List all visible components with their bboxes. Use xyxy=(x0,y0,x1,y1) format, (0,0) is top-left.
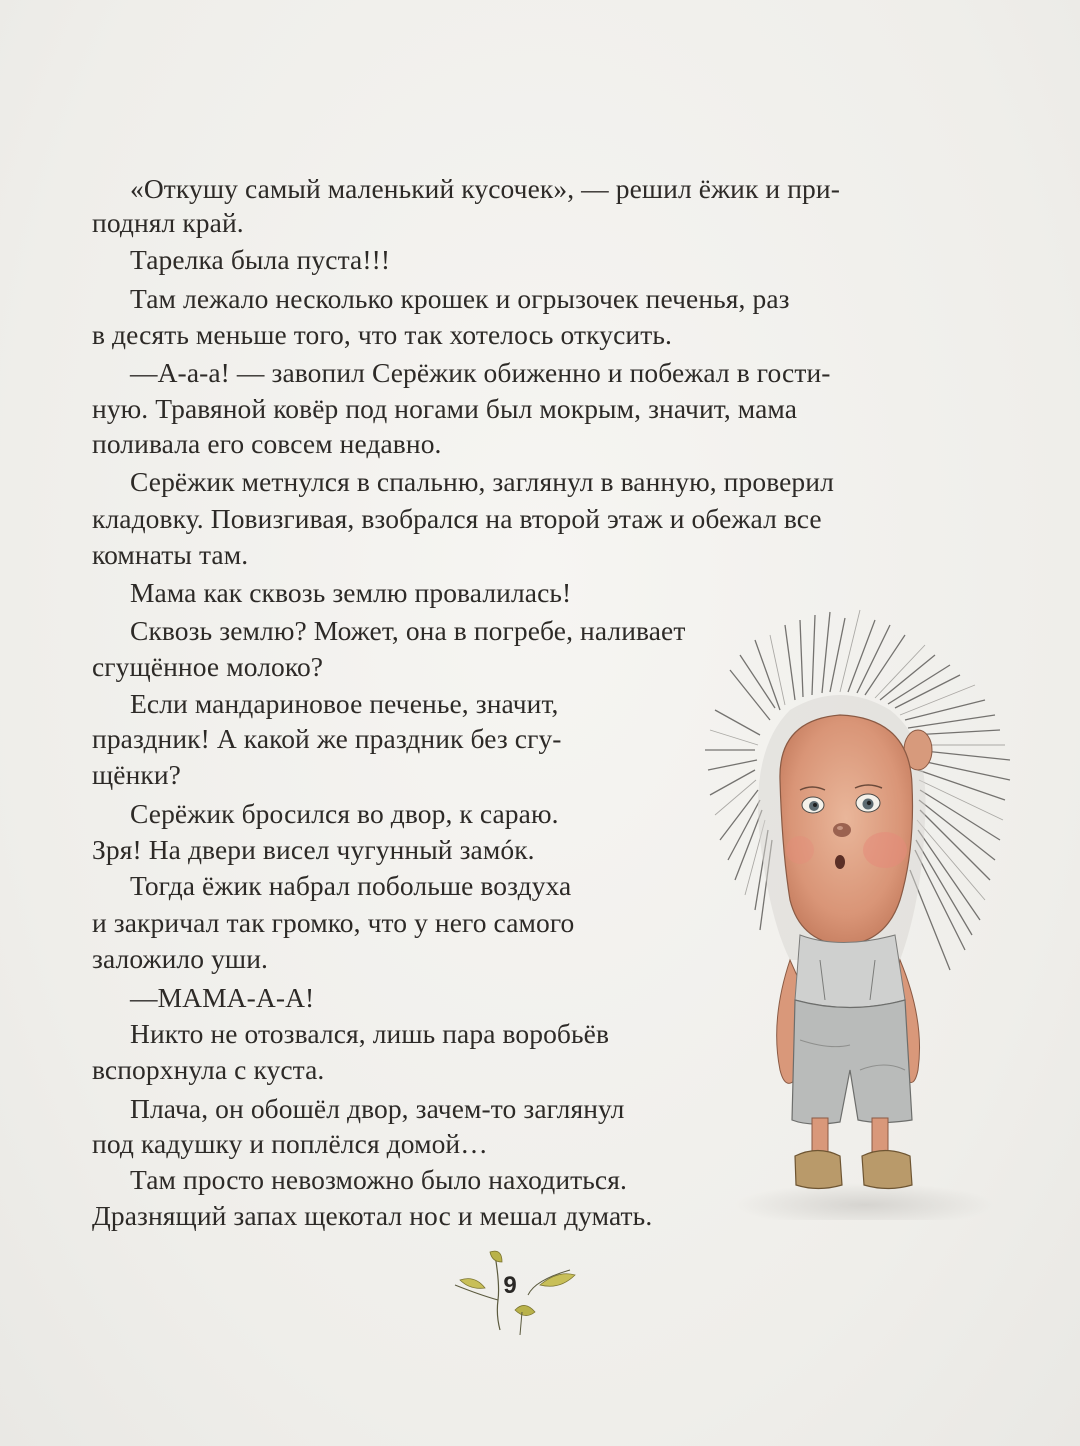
text-line: Тарелка была пуста!!! xyxy=(130,244,391,275)
text-line: Серёжик метнулся в спальню, заглянул в ванную, проверил xyxy=(130,466,834,497)
text-line: «Откушу самый маленький кусочек», — решил ёжик и при- xyxy=(130,173,840,204)
text-line: кладовку. Повизгивая, взобрался на второй этаж и обежал все xyxy=(92,503,822,534)
text-line: Зря! На двери висел чугунный замóк. xyxy=(92,834,535,865)
text-line: Плача, он обошёл двор, зачем-то заглянул xyxy=(130,1093,625,1124)
text-line: под кадушку и поплёлся домой… xyxy=(92,1128,488,1159)
text-line: Тогда ёжик набрал побольше воздуха xyxy=(130,870,572,901)
text-line: щёнки? xyxy=(92,759,181,790)
text-line: комнаты там. xyxy=(92,539,249,570)
text-line: заложило уши. xyxy=(92,943,268,974)
text-line: Мама как сквозь землю провалилась! xyxy=(130,577,572,608)
text-line: Дразнящий запах щекотал нос и мешал думать. xyxy=(92,1200,653,1231)
text-line: —А-а-а! — завопил Серёжик обиженно и побежал в гости- xyxy=(130,357,831,388)
text-line: —МАМА-А-А! xyxy=(130,982,315,1013)
text-line: сгущённое молоко? xyxy=(92,651,324,682)
text-line: Серёжик бросился во двор, к сараю. xyxy=(130,798,559,829)
text-line: ную. Травяной ковёр под ногами был мокрым, значит, мама xyxy=(92,393,798,424)
text-line: Никто не отозвался, лишь пара воробьёв xyxy=(130,1018,610,1049)
text-line: поливала его совсем недавно. xyxy=(92,428,442,459)
text-line: Сквозь землю? Может, она в погребе, наливает xyxy=(130,615,686,646)
text-line: Если мандариновое печенье, значит, xyxy=(130,688,559,719)
hedgehog-illustration-icon xyxy=(700,600,1060,1220)
text-line: поднял край. xyxy=(92,207,244,238)
text-line: в десять меньше того, что так хотелось откусить. xyxy=(92,319,672,350)
text-line: и закричал так громко, что у него самого xyxy=(92,907,575,938)
page-number: 9 xyxy=(503,1272,517,1299)
text-line: вспорхнула с куста. xyxy=(92,1054,325,1085)
text-line: Там просто невозможно было находиться. xyxy=(130,1164,627,1195)
text-line: Там лежало несколько крошек и огрызочек печенья, раз xyxy=(130,283,790,314)
text-line: праздник! А какой же праздник без сгу- xyxy=(92,723,562,754)
